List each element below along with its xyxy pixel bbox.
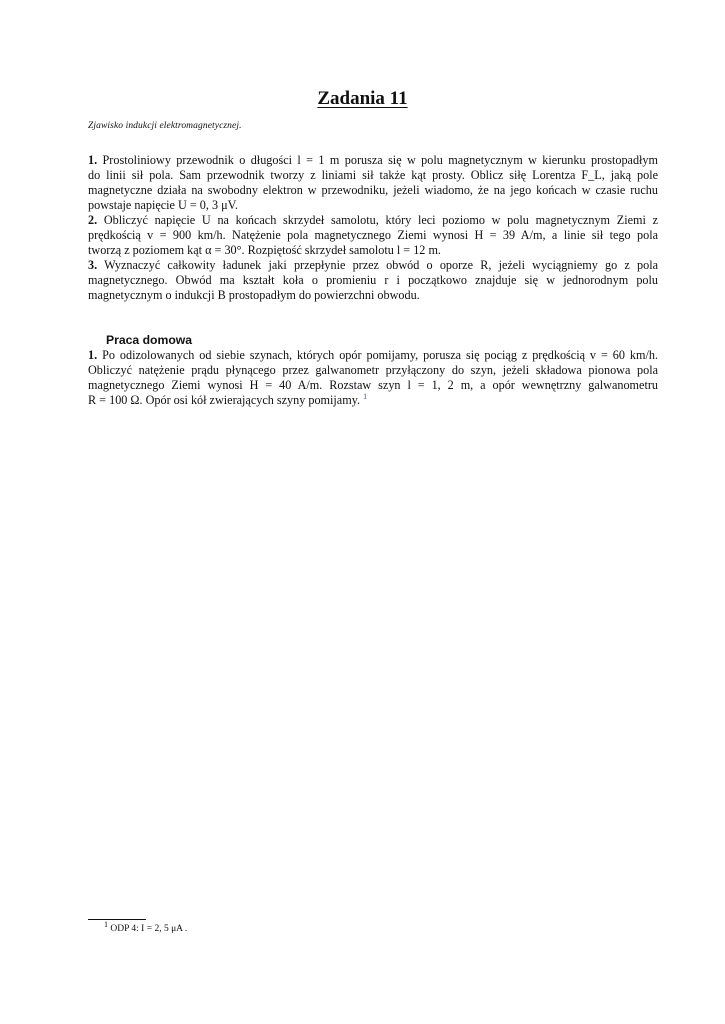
task-3-line-1: [88, 258, 658, 273]
page-title: Zadania 11: [317, 88, 408, 109]
homework-line-3: magnetycznego Ziemi wynosi H = 40 A/m. Rozstaw szyn l = 1, 2 m, a opór wewnętrzny galwanometru: [88, 378, 658, 392]
task-1-line-1: [88, 153, 658, 168]
homework-heading: Praca domowa: [106, 333, 193, 347]
task-2-line-1: [88, 213, 658, 228]
footnote-marker: 1: [104, 919, 108, 929]
task-number: 1.: [88, 348, 98, 362]
homework-line-1: [88, 348, 658, 363]
homework-line-4: [88, 393, 658, 408]
homework-line-4-text: R = 100 Ω. Opór osi kół zwierających szyny pomijamy.: [88, 393, 361, 407]
task-text: Obliczyć napięcie U na końcach skrzydeł samolotu, który leci poziomo w polu magnetycznym Ziemi z: [103, 213, 659, 227]
task-2-line-3: tworzą z poziomem kąt α = 30°. Rozpiętość skrzydeł samolotu l = 12 m.: [88, 243, 441, 257]
page-subtitle: Zjawisko indukcji elektromagnetycznej.: [88, 121, 242, 131]
task-text: Po odizolowanych od siebie szynach, których opór pomijamy, porusza się pociąg z prędkością v = 60 km/h.: [102, 348, 659, 362]
task-text: Wyznaczyć całkowity ładunek jaki przepłynie przez obwód o oporze R, jeżeli wyciągniemy go z pola: [104, 258, 658, 272]
task-text: Prostoliniowy przewodnik o długości l = 1 m porusza się w polu magnetycznym w kierunku prostopadłym: [102, 153, 658, 167]
task-3-line-3: magnetycznym o indukcji B prostopadłym do powierzchni obwodu.: [88, 288, 420, 302]
homework-line-2: Obliczyć natężenie prądu płynącego przez galwanometr przyłączony do szyn, jeżeli składowa pionowa pola: [88, 363, 658, 377]
task-number: 2.: [88, 213, 98, 227]
task-number: 1.: [88, 153, 98, 167]
task-1-line-3: magnetyczne działa na swobodny elektron w przewodniku, jeżeli wiadomo, że na jego końcach w czasie ruchu: [88, 183, 658, 197]
task-3: [88, 258, 658, 303]
task-1-line-4: powstaje napięcie U = 0, 3 μV.: [88, 198, 238, 212]
footnote-text: ODP 4: I = 2, 5 μA .: [110, 924, 188, 934]
task-1: [88, 153, 658, 213]
footnote-reference-link[interactable]: 1: [363, 391, 368, 401]
task-2-line-2: prędkością v = 900 km/h. Natężenie pola magnetycznego Ziemi wynosi H = 39 A/m, a linie sił tego pola: [88, 228, 658, 242]
task-2: [88, 213, 658, 258]
footnote: [104, 919, 188, 934]
homework-task-1: [88, 348, 658, 408]
task-3-line-2: magnetycznego. Obwód ma kształt koła o promieniu r i początkowo znajduje się w jednorodnym polu: [88, 273, 658, 287]
task-1-line-2: do linii sił pola. Sam przewodnik tworzy z liniami sił także kąt prosty. Oblicz siłę Lorentza F_L, jaką pole: [88, 168, 658, 182]
task-number: 3.: [88, 258, 98, 272]
footnote-divider: [88, 919, 146, 920]
